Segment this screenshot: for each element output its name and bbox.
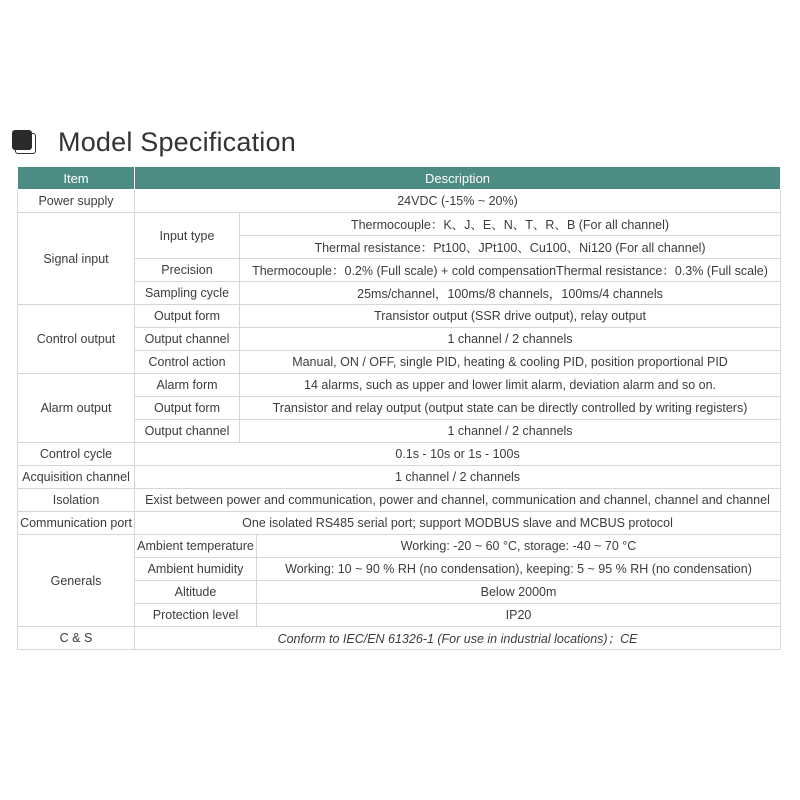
acquisition-channel-label: Acquisition channel bbox=[18, 466, 135, 489]
sampling-cycle-label: Sampling cycle bbox=[135, 282, 240, 305]
table-header-row bbox=[18, 167, 781, 190]
communication-port-value: One isolated RS485 serial port; support MODBUS slave and MCBUS protocol bbox=[135, 512, 781, 535]
alarm-output-form-label: Output form bbox=[135, 397, 240, 420]
precision-label: Precision bbox=[135, 259, 240, 282]
ambient-humidity-value: Working: 10 ~ 90 % RH (no condensation), keeping: 5 ~ 95 % RH (no condensation) bbox=[257, 558, 781, 581]
control-output-label: Control output bbox=[18, 305, 135, 374]
ambient-temperature-label: Ambient temperature bbox=[135, 535, 257, 558]
page-header bbox=[12, 124, 296, 160]
table-row bbox=[18, 535, 781, 558]
ambient-temperature-value: Working: -20 ~ 60 °C, storage: -40 ~ 70 °C bbox=[257, 535, 781, 558]
alarm-output-channel-value: 1 channel / 2 channels bbox=[240, 420, 781, 443]
cs-value: Conform to IEC/EN 61326-1 (For use in industrial locations)；CE bbox=[135, 627, 781, 650]
alarm-form-label: Alarm form bbox=[135, 374, 240, 397]
control-output-form-value: Transistor output (SSR drive output), relay output bbox=[240, 305, 781, 328]
control-cycle-label: Control cycle bbox=[18, 443, 135, 466]
description-header: Description bbox=[135, 167, 781, 190]
input-type-thermal-resistance-value: Thermal resistance：Pt100、JPt100、Cu100、Ni120 (For all channel) bbox=[240, 236, 781, 259]
alarm-output-label: Alarm output bbox=[18, 374, 135, 443]
table-row bbox=[18, 443, 781, 466]
alarm-output-form-value: Transistor and relay output (output state can be directly controlled by writing registers) bbox=[240, 397, 781, 420]
control-action-value: Manual, ON / OFF, single PID, heating & cooling PID, position proportional PID bbox=[240, 351, 781, 374]
communication-port-label: Communication port bbox=[18, 512, 135, 535]
alarm-form-value: 14 alarms, such as upper and lower limit alarm, deviation alarm and so on. bbox=[240, 374, 781, 397]
protection-level-label: Protection level bbox=[135, 604, 257, 627]
square-bullet-icon bbox=[12, 130, 36, 154]
control-cycle-value: 0.1s - 10s or 1s - 100s bbox=[135, 443, 781, 466]
input-type-label: Input type bbox=[135, 213, 240, 259]
precision-value: Thermocouple：0.2% (Full scale) + cold compensationThermal resistance：0.3% (Full scale) bbox=[240, 259, 781, 282]
control-output-form-label: Output form bbox=[135, 305, 240, 328]
control-output-channel-value: 1 channel / 2 channels bbox=[240, 328, 781, 351]
ambient-humidity-label: Ambient humidity bbox=[135, 558, 257, 581]
protection-level-value: IP20 bbox=[257, 604, 781, 627]
table-row bbox=[18, 489, 781, 512]
alarm-output-channel-label: Output channel bbox=[135, 420, 240, 443]
input-type-thermocouple-value: Thermocouple：K、J、E、N、T、R、B (For all channel) bbox=[240, 213, 781, 236]
signal-input-label: Signal input bbox=[18, 213, 135, 305]
item-header: Item bbox=[18, 167, 135, 190]
acquisition-channel-value: 1 channel / 2 channels bbox=[135, 466, 781, 489]
table-row bbox=[18, 512, 781, 535]
cs-label: C & S bbox=[18, 627, 135, 650]
table-row bbox=[18, 190, 781, 213]
table-row bbox=[18, 466, 781, 489]
control-action-label: Control action bbox=[135, 351, 240, 374]
page-title: Model Specification bbox=[58, 126, 296, 157]
power-supply-label: Power supply bbox=[18, 190, 135, 213]
control-output-channel-label: Output channel bbox=[135, 328, 240, 351]
generals-label: Generals bbox=[18, 535, 135, 627]
spec-table bbox=[17, 166, 781, 650]
isolation-value: Exist between power and communication, power and channel, communication and channel, channel and channel bbox=[135, 489, 781, 512]
table-row bbox=[18, 627, 781, 650]
altitude-value: Below 2000m bbox=[257, 581, 781, 604]
isolation-label: Isolation bbox=[18, 489, 135, 512]
sampling-cycle-value: 25ms/channel，100ms/8 channels，100ms/4 channels bbox=[240, 282, 781, 305]
altitude-label: Altitude bbox=[135, 581, 257, 604]
power-supply-value: 24VDC (-15% ~ 20%) bbox=[135, 190, 781, 213]
table-row bbox=[18, 374, 781, 397]
table-row bbox=[18, 213, 781, 236]
table-row bbox=[18, 305, 781, 328]
